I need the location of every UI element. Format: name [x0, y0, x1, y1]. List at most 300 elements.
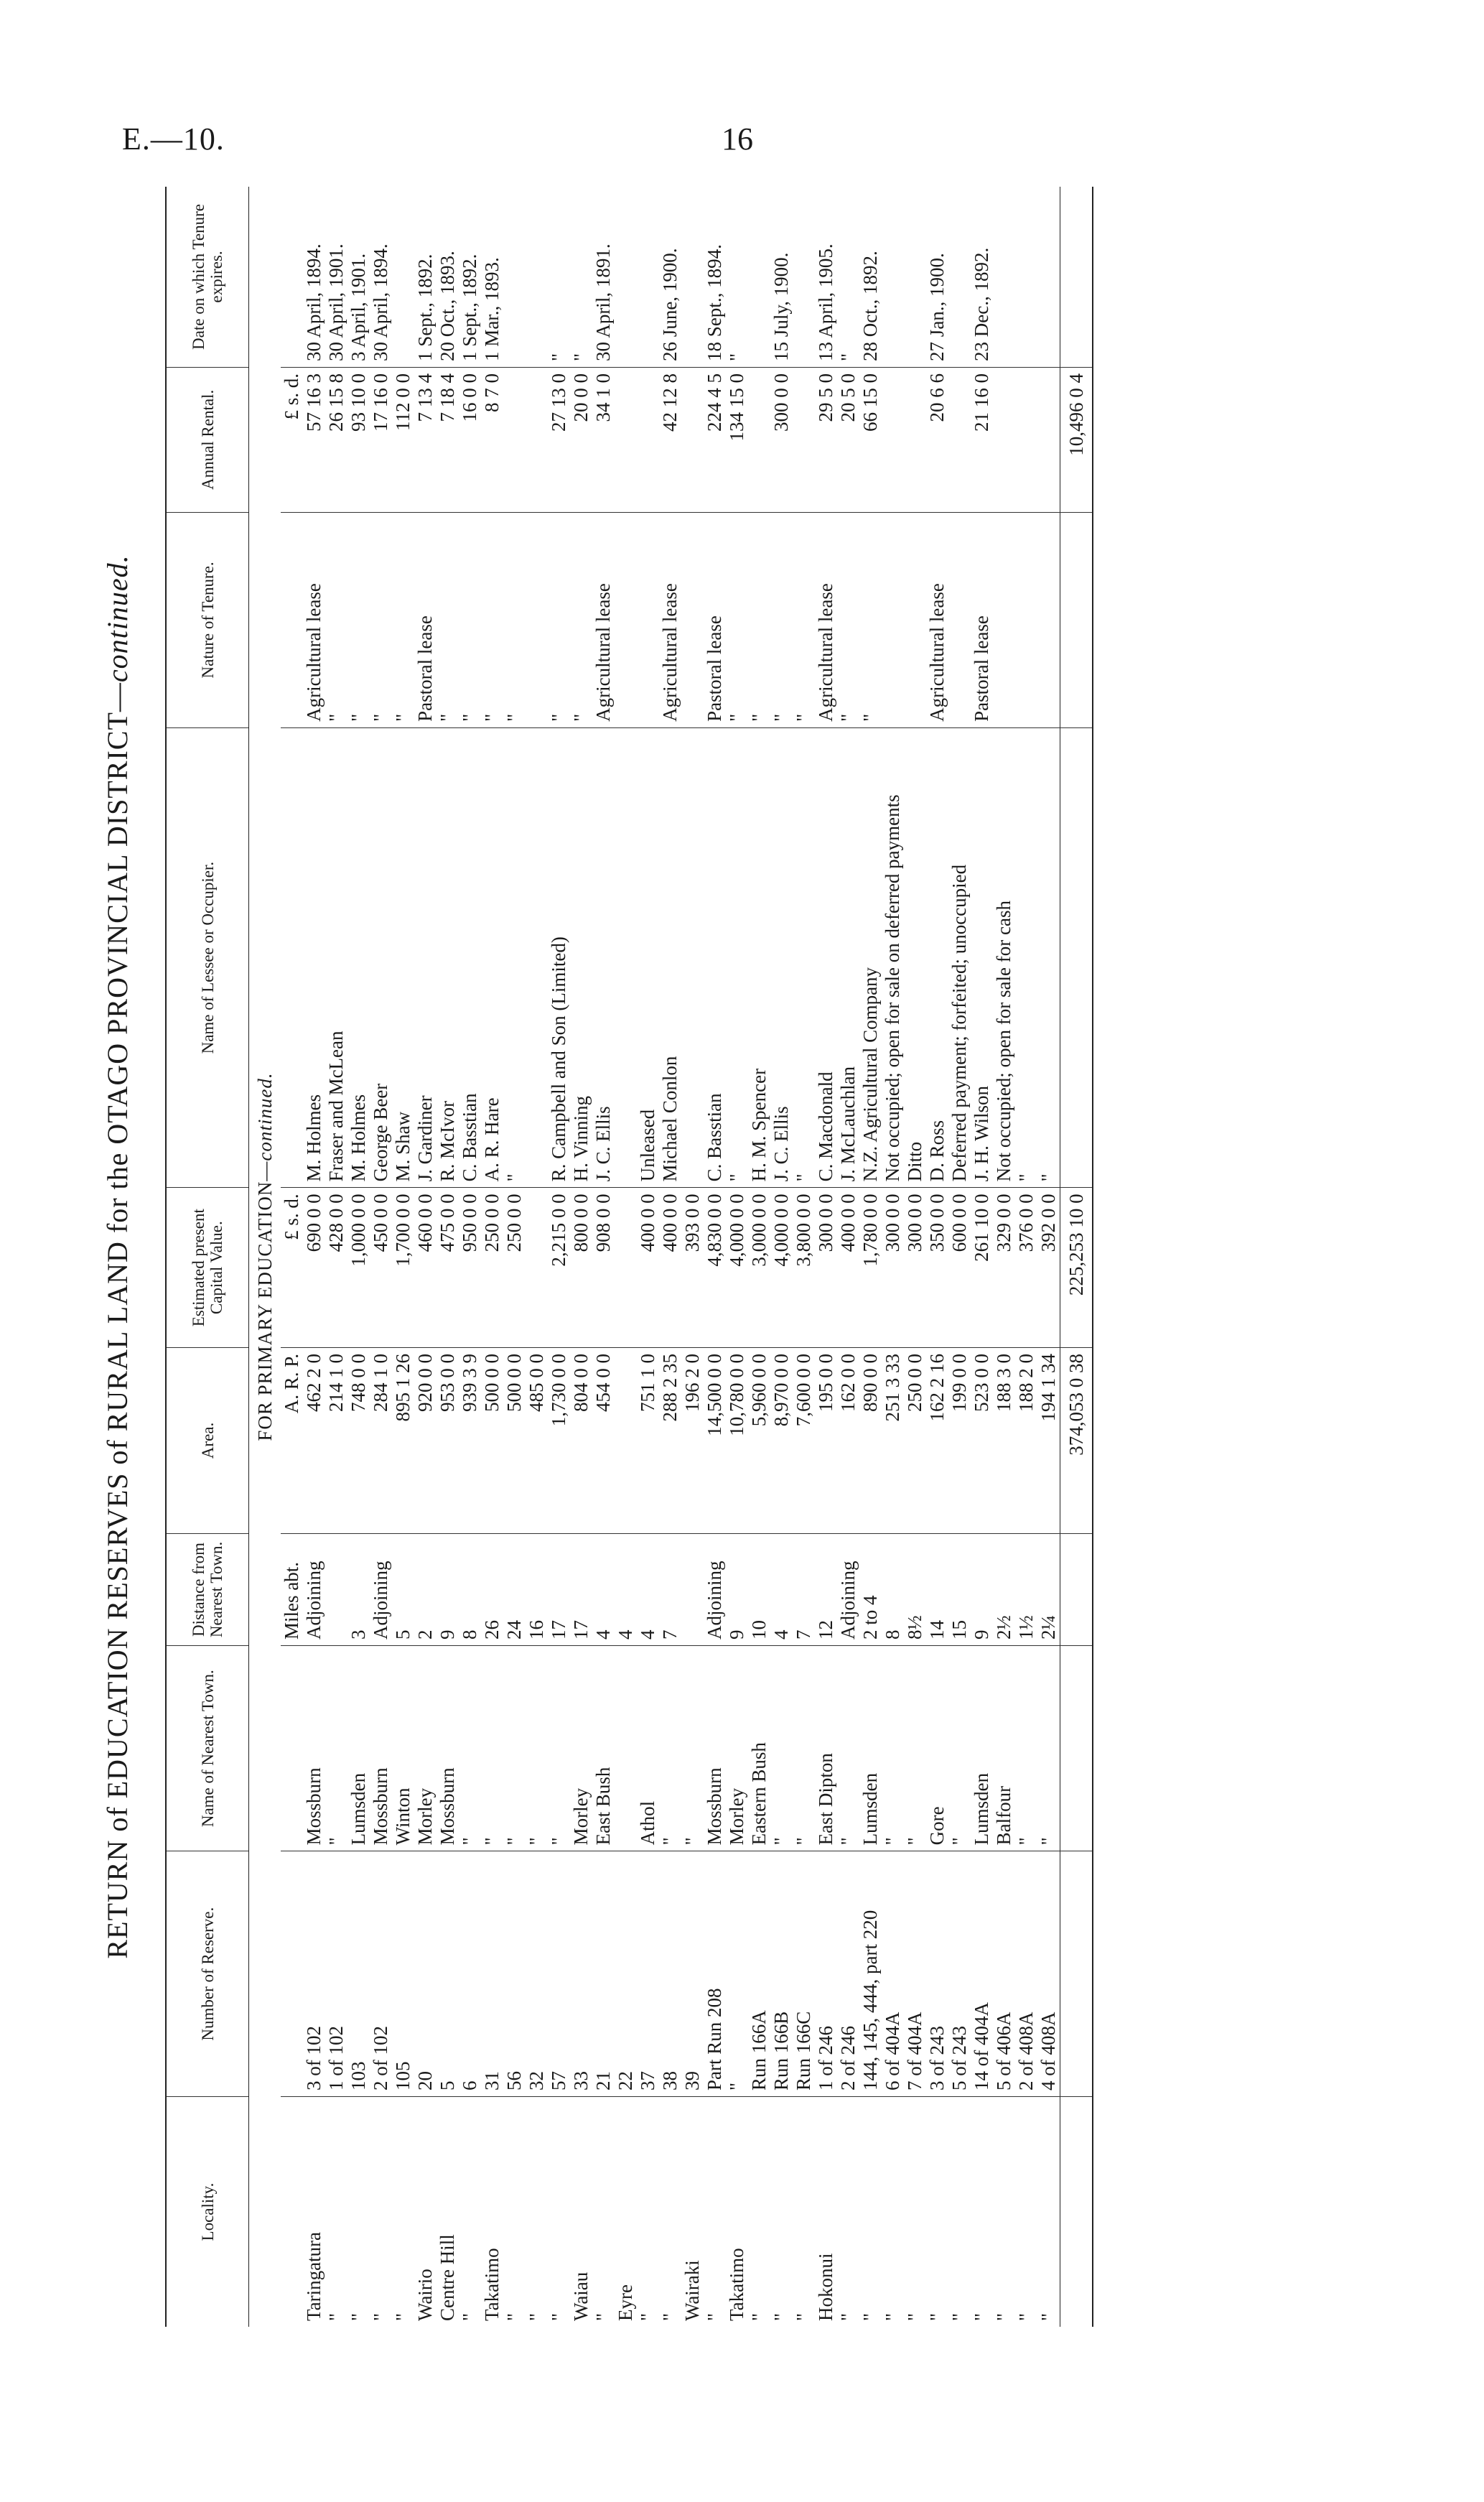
- cell-lessee: Not occupied; open for sale for cash: [993, 727, 1015, 1188]
- cell-value: 261 10 0: [971, 1188, 993, 1348]
- table-row: [926, 187, 948, 2327]
- cell-distance: 8: [459, 1533, 481, 1645]
- cell-date: [503, 187, 526, 367]
- cell-value: 475 0 0: [437, 1188, 459, 1348]
- cell-town: ": [481, 1646, 503, 1851]
- cell-number: 32: [526, 1851, 548, 2097]
- cell-date: [882, 187, 904, 367]
- table-row: [904, 187, 926, 2327]
- cell-number: 1 of 246: [815, 1851, 837, 2097]
- table-row: [414, 187, 437, 2327]
- units-blank: [281, 512, 303, 727]
- table-row: [681, 187, 704, 2327]
- cell-value: 250 0 0: [503, 1188, 526, 1348]
- cell-distance: 8: [882, 1533, 904, 1645]
- units-rental: £ s. d.: [281, 367, 303, 512]
- cell-lessee: J. Gardiner: [414, 727, 437, 1188]
- cell-locality: ": [659, 2312, 681, 2321]
- cell-area: 920 0 0: [414, 1348, 437, 1534]
- cell-lessee: George Beer: [370, 727, 392, 1188]
- cell-rental: 93 10 0: [347, 367, 370, 512]
- cell-distance: 2½: [993, 1533, 1015, 1645]
- cell-locality: Wairaki: [681, 2260, 703, 2321]
- cell-number: 33: [570, 1851, 592, 2097]
- cell-lessee: J. H. Wilson: [971, 727, 993, 1188]
- units-blank: [281, 1646, 303, 1851]
- total-area: 374,053 0 38: [1060, 1348, 1093, 1534]
- cell-tenure: ": [325, 512, 347, 727]
- cell-distance: 9: [971, 1533, 993, 1645]
- cell-lessee: H. M. Spencer: [748, 727, 770, 1188]
- cell-town: ": [1015, 1646, 1037, 1851]
- cell-lessee: M. Holmes: [303, 727, 325, 1188]
- cell-date: 1 Sept., 1892.: [414, 187, 437, 367]
- cell-area: 462 2 0: [303, 1348, 325, 1534]
- cell-area: 195 0 0: [815, 1348, 837, 1534]
- cell-area: 8,970 0 0: [770, 1348, 793, 1534]
- cell-tenure: [993, 512, 1015, 727]
- cell-rental: 7 13 4: [414, 367, 437, 512]
- cell-number: Run 166B: [770, 1851, 793, 2097]
- cell-value: 428 0 0: [325, 1188, 347, 1348]
- cell-number: 6 of 404A: [882, 1851, 904, 2097]
- cell-date: [526, 187, 548, 367]
- cell-date: 20 Oct., 1893.: [437, 187, 459, 367]
- total-blank: [1060, 727, 1093, 1188]
- cell-lessee: M. Shaw: [392, 727, 414, 1188]
- cell-town: ": [459, 1646, 481, 1851]
- cell-lessee: C. Macdonald: [815, 727, 837, 1188]
- reserves-table: [165, 187, 1093, 2327]
- cell-value: [526, 1188, 548, 1348]
- cell-tenure: [526, 512, 548, 727]
- cell-town: Athol: [637, 1646, 659, 1851]
- col-tenure: Nature of Tenure.: [166, 512, 249, 727]
- cell-rental: [1037, 367, 1060, 512]
- cell-rental: 17 16 0: [370, 367, 392, 512]
- section-suffix: continued.: [253, 1072, 276, 1161]
- cell-locality: ": [704, 2312, 725, 2321]
- units-blank: [281, 2097, 303, 2327]
- cell-area: 284 1 0: [370, 1348, 392, 1534]
- cell-lessee: [615, 727, 637, 1188]
- units-value: £ s. d.: [281, 1188, 303, 1348]
- cell-town: Mossburn: [303, 1646, 325, 1851]
- cell-distance: 7: [659, 1533, 681, 1645]
- units-row: [281, 187, 303, 2327]
- cell-rental: 300 0 0: [770, 367, 793, 512]
- cell-value: 1,700 0 0: [392, 1188, 414, 1348]
- table-row: [637, 187, 659, 2327]
- cell-value: 460 0 0: [414, 1188, 437, 1348]
- cell-locality: ": [1037, 2312, 1059, 2321]
- cell-locality: Takatimo: [481, 2248, 503, 2321]
- cell-locality: Eyre: [615, 2284, 636, 2321]
- cell-town: Balfour: [993, 1646, 1015, 1851]
- cell-number: 21: [592, 1851, 615, 2097]
- cell-value: 1,000 0 0: [347, 1188, 370, 1348]
- cell-locality: ": [1015, 2312, 1037, 2321]
- table-row: [1037, 187, 1060, 2327]
- table-row: [437, 187, 459, 2327]
- cell-distance: 24: [503, 1533, 526, 1645]
- totals-row: [1060, 187, 1093, 2327]
- cell-date: [681, 187, 704, 367]
- cell-town: Lumsden: [859, 1646, 882, 1851]
- cell-locality: ": [859, 2312, 881, 2321]
- cell-tenure: Pastoral lease: [414, 512, 437, 727]
- cell-date: 1 Sept., 1892.: [459, 187, 481, 367]
- cell-tenure: [904, 512, 926, 727]
- cell-town: ": [770, 1646, 793, 1851]
- cell-tenure: [637, 512, 659, 727]
- cell-area: 288 2 35: [659, 1348, 681, 1534]
- cell-locality: ": [503, 2312, 525, 2321]
- cell-town: Eastern Bush: [748, 1646, 770, 1851]
- cell-rental: 34 1 0: [592, 367, 615, 512]
- cell-distance: 15: [948, 1533, 971, 1645]
- cell-distance: 10: [748, 1533, 770, 1645]
- cell-number: 3 of 102: [303, 1851, 325, 2097]
- cell-rental: 7 18 4: [437, 367, 459, 512]
- cell-locality: ": [748, 2312, 770, 2321]
- cell-value: 450 0 0: [370, 1188, 392, 1348]
- cell-tenure: Agricultural lease: [659, 512, 681, 727]
- cell-town: [615, 1646, 637, 1851]
- cell-tenure: [1015, 512, 1037, 727]
- cell-area: 194 1 34: [1037, 1348, 1060, 1534]
- cell-tenure: [882, 512, 904, 727]
- cell-value: 250 0 0: [481, 1188, 503, 1348]
- total-blank: [1060, 512, 1093, 727]
- cell-rental: [681, 367, 704, 512]
- table-row: [503, 187, 526, 2327]
- cell-value: 376 0 0: [1015, 1188, 1037, 1348]
- cell-date: [748, 187, 770, 367]
- cell-distance: [325, 1533, 347, 1645]
- cell-locality: ": [770, 2312, 792, 2321]
- cell-rental: [637, 367, 659, 512]
- cell-date: [793, 187, 815, 367]
- cell-distance: [681, 1533, 704, 1645]
- cell-lessee: ": [793, 727, 815, 1188]
- cell-value: 800 0 0: [570, 1188, 592, 1348]
- cell-area: 199 0 0: [948, 1348, 971, 1534]
- cell-locality: ": [592, 2312, 614, 2321]
- cell-number: 22: [615, 1851, 637, 2097]
- cell-area: 162 0 0: [837, 1348, 859, 1534]
- table-row: [347, 187, 370, 2327]
- header-row: [166, 187, 249, 2327]
- page-number: 16: [722, 121, 753, 157]
- cell-locality: Taringatura: [303, 2231, 325, 2321]
- cell-locality: ": [526, 2312, 547, 2321]
- cell-locality: ": [370, 2312, 391, 2321]
- cell-locality: ": [926, 2312, 948, 2321]
- cell-distance: 7: [793, 1533, 815, 1645]
- cell-rental: [503, 367, 526, 512]
- cell-value: [615, 1188, 637, 1348]
- cell-value: 400 0 0: [659, 1188, 681, 1348]
- table-title: [101, 187, 134, 2327]
- cell-locality: Takatimo: [726, 2248, 747, 2321]
- cell-tenure: [615, 512, 637, 727]
- units-blank: [281, 1851, 303, 2097]
- cell-value: 600 0 0: [948, 1188, 971, 1348]
- rotated-table-sheet: [101, 187, 1249, 2327]
- cell-tenure: ": [370, 512, 392, 727]
- cell-number: ": [726, 1851, 748, 2097]
- cell-rental: 8 7 0: [481, 367, 503, 512]
- cell-distance: Adjoining: [704, 1533, 726, 1645]
- total-rental: 10,496 0 4: [1060, 367, 1093, 512]
- cell-tenure: ": [548, 512, 570, 727]
- cell-number: 2 of 408A: [1015, 1851, 1037, 2097]
- cell-number: 57: [548, 1851, 570, 2097]
- cell-tenure: ": [437, 512, 459, 727]
- table-row: [971, 187, 993, 2327]
- cell-town: Morley: [414, 1646, 437, 1851]
- cell-tenure: ": [859, 512, 882, 727]
- cell-area: 10,780 0 0: [726, 1348, 748, 1534]
- cell-date: 30 April, 1894.: [303, 187, 325, 367]
- cell-area: 748 0 0: [347, 1348, 370, 1534]
- section-label: [249, 187, 281, 2327]
- cell-date: [904, 187, 926, 367]
- cell-date: ": [570, 187, 592, 367]
- table-row: [615, 187, 637, 2327]
- table-row: [882, 187, 904, 2327]
- cell-locality: ": [904, 2312, 925, 2321]
- cell-date: 1 Mar., 1893.: [481, 187, 503, 367]
- cell-value: 350 0 0: [926, 1188, 948, 1348]
- cell-rental: [526, 367, 548, 512]
- cell-value: 950 0 0: [459, 1188, 481, 1348]
- cell-area: 523 0 0: [971, 1348, 993, 1534]
- table-row: [748, 187, 770, 2327]
- cell-locality: ": [325, 2312, 347, 2321]
- cell-number: 2 of 246: [837, 1851, 859, 2097]
- cell-town: East Bush: [592, 1646, 615, 1851]
- cell-town: Winton: [392, 1646, 414, 1851]
- cell-distance: Adjoining: [837, 1533, 859, 1645]
- cell-tenure: Agricultural lease: [303, 512, 325, 727]
- table-row: [726, 187, 748, 2327]
- cell-distance: 14: [926, 1533, 948, 1645]
- cell-town: ": [503, 1646, 526, 1851]
- cell-lessee: ": [1037, 727, 1060, 1188]
- cell-tenure: Agricultural lease: [592, 512, 615, 727]
- cell-town: ": [904, 1646, 926, 1851]
- table-row: [948, 187, 971, 2327]
- cell-tenure: [681, 512, 704, 727]
- cell-lessee: ": [726, 727, 748, 1188]
- table-row: [325, 187, 347, 2327]
- cell-date: [1037, 187, 1060, 367]
- cell-area: 7,600 0 0: [793, 1348, 815, 1534]
- cell-lessee: C. Basstian: [704, 727, 726, 1188]
- cell-area: 485 0 0: [526, 1348, 548, 1534]
- cell-rental: 27 13 0: [548, 367, 570, 512]
- units-distance: Miles abt.: [281, 1533, 303, 1645]
- cell-value: 392 0 0: [1037, 1188, 1060, 1348]
- table-row: [859, 187, 882, 2327]
- cell-rental: 21 16 0: [971, 367, 993, 512]
- cell-value: 4,000 0 0: [770, 1188, 793, 1348]
- cell-lessee: R. Campbell and Son (Limited): [548, 727, 570, 1188]
- cell-value: 3,000 0 0: [748, 1188, 770, 1348]
- cell-locality: Centre Hill: [437, 2234, 458, 2321]
- cell-tenure: ": [392, 512, 414, 727]
- cell-tenure: ": [793, 512, 815, 727]
- cell-lessee: Deferred payment; forfeited; unoccupied: [948, 727, 971, 1188]
- cell-rental: 42 12 8: [659, 367, 681, 512]
- cell-tenure: Agricultural lease: [926, 512, 948, 727]
- cell-date: 27 Jan., 1900.: [926, 187, 948, 367]
- cell-area: 188 2 0: [1015, 1348, 1037, 1534]
- cell-date: 13 April, 1905.: [815, 187, 837, 367]
- units-area: A. R. P.: [281, 1348, 303, 1534]
- cell-lessee: R. McIvor: [437, 727, 459, 1188]
- cell-town: ": [948, 1646, 971, 1851]
- cell-date: 15 July, 1900.: [770, 187, 793, 367]
- cell-rental: 134 15 0: [726, 367, 748, 512]
- cell-area: 14,500 0 0: [704, 1348, 726, 1534]
- cell-rental: [615, 367, 637, 512]
- cell-rental: [904, 367, 926, 512]
- table-row: [704, 187, 726, 2327]
- units-blank: [281, 727, 303, 1188]
- section-row: [249, 187, 281, 2327]
- cell-town: ": [325, 1646, 347, 1851]
- cell-locality: ": [637, 2312, 658, 2321]
- cell-lessee: ": [1015, 727, 1037, 1188]
- cell-lessee: J. C. Ellis: [592, 727, 615, 1188]
- cell-number: 6: [459, 1851, 481, 2097]
- cell-date: 3 April, 1901.: [347, 187, 370, 367]
- cell-value: 300 0 0: [904, 1188, 926, 1348]
- col-rental: Annual Rental.: [166, 367, 249, 512]
- cell-rental: 29 5 0: [815, 367, 837, 512]
- cell-value: 300 0 0: [815, 1188, 837, 1348]
- cell-locality: ": [882, 2312, 903, 2321]
- cell-date: [993, 187, 1015, 367]
- cell-town: ": [659, 1646, 681, 1851]
- cell-number: 31: [481, 1851, 503, 2097]
- cell-number: 2 of 102: [370, 1851, 392, 2097]
- cell-locality: ": [459, 2312, 480, 2321]
- cell-tenure: Pastoral lease: [704, 512, 726, 727]
- cell-rental: [882, 367, 904, 512]
- cell-area: 251 3 33: [882, 1348, 904, 1534]
- cell-distance: 4: [592, 1533, 615, 1645]
- cell-lessee: Ditto: [904, 727, 926, 1188]
- cell-value: 4,000 0 0: [726, 1188, 748, 1348]
- table-row: [481, 187, 503, 2327]
- total-blank: [1060, 1533, 1093, 1645]
- cell-area: 250 0 0: [904, 1348, 926, 1534]
- cell-date: 30 April, 1891.: [592, 187, 615, 367]
- cell-date: 23 Dec., 1892.: [971, 187, 993, 367]
- cell-value: 2,215 0 0: [548, 1188, 570, 1348]
- cell-rental: 16 0 0: [459, 367, 481, 512]
- cell-date: [615, 187, 637, 367]
- cell-number: 4 of 408A: [1037, 1851, 1060, 2097]
- cell-lessee: J. McLauchlan: [837, 727, 859, 1188]
- table-row: [392, 187, 414, 2327]
- cell-lessee: [526, 727, 548, 1188]
- cell-rental: [793, 367, 815, 512]
- table-row: [993, 187, 1015, 2327]
- cell-locality: ": [548, 2312, 569, 2321]
- cell-rental: 20 5 0: [837, 367, 859, 512]
- cell-locality: Waiau: [570, 2271, 592, 2321]
- cell-value: 3,800 0 0: [793, 1188, 815, 1348]
- cell-tenure: [1037, 512, 1060, 727]
- col-distance: Distance from Nearest Town.: [166, 1533, 249, 1645]
- cell-locality: Wairio: [414, 2269, 436, 2321]
- cell-distance: 3: [347, 1533, 370, 1645]
- title-suffix: continued.: [101, 554, 134, 683]
- cell-area: 953 0 0: [437, 1348, 459, 1534]
- cell-lessee: Fraser and McLean: [325, 727, 347, 1188]
- cell-town: ": [548, 1646, 570, 1851]
- cell-town: Morley: [570, 1646, 592, 1851]
- cell-town: ": [837, 1646, 859, 1851]
- cell-area: 196 2 0: [681, 1348, 704, 1534]
- cell-area: 188 3 0: [993, 1348, 1015, 1534]
- total-blank: [1060, 187, 1093, 367]
- cell-tenure: ": [347, 512, 370, 727]
- cell-area: 5,960 0 0: [748, 1348, 770, 1534]
- cell-locality: ": [793, 2312, 814, 2321]
- cell-date: 30 April, 1901.: [325, 187, 347, 367]
- cell-locality: ": [347, 2312, 369, 2321]
- cell-town: Mossburn: [437, 1646, 459, 1851]
- cell-number: 14 of 404A: [971, 1851, 993, 2097]
- col-locality: Locality.: [166, 2097, 249, 2327]
- cell-distance: 4: [637, 1533, 659, 1645]
- section-main: FOR PRIMARY EDUCATION—: [253, 1161, 276, 1441]
- cell-value: 400 0 0: [837, 1188, 859, 1348]
- cell-lessee: Unleased: [637, 727, 659, 1188]
- cell-tenure: ": [770, 512, 793, 727]
- col-lessee: Name of Lessee or Occupier.: [166, 727, 249, 1188]
- cell-number: 5 of 243: [948, 1851, 971, 2097]
- cell-town: Gore: [926, 1646, 948, 1851]
- cell-area: 1,730 0 0: [548, 1348, 570, 1534]
- cell-lessee: Not occupied; open for sale on deferred payments: [882, 727, 904, 1188]
- table-row: [793, 187, 815, 2327]
- cell-lessee: N.Z. Agricultural Company: [859, 727, 882, 1188]
- cell-value: 4,830 0 0: [704, 1188, 726, 1348]
- table-row: [548, 187, 570, 2327]
- cell-area: 895 1 26: [392, 1348, 414, 1534]
- total-value: 225,253 10 0: [1060, 1188, 1093, 1348]
- cell-distance: 12: [815, 1533, 837, 1645]
- title-main: RETURN of EDUCATION RESERVES of RURAL LAND for the OTAGO PROVINCIAL DISTRICT—: [101, 682, 134, 1959]
- cell-rental: 20 6 6: [926, 367, 948, 512]
- table-body: [249, 187, 1060, 2327]
- cell-lessee: A. R. Hare: [481, 727, 503, 1188]
- col-number: Number of Reserve.: [166, 1851, 249, 2097]
- cell-lessee: D. Ross: [926, 727, 948, 1188]
- cell-number: 38: [659, 1851, 681, 2097]
- cell-date: 18 Sept., 1894.: [704, 187, 726, 367]
- col-town: Name of Nearest Town.: [166, 1646, 249, 1851]
- cell-town: ": [793, 1646, 815, 1851]
- cell-tenure: Pastoral lease: [971, 512, 993, 727]
